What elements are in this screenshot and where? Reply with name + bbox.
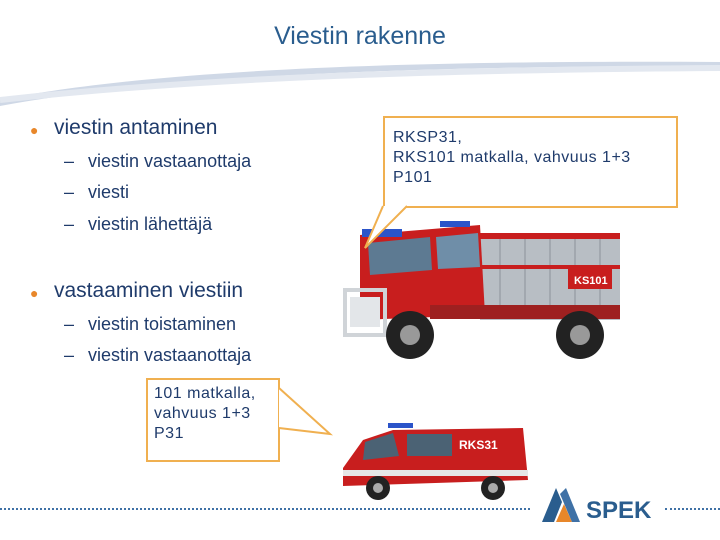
sub-bullet-text: viestin vastaanottaja: [88, 345, 252, 365]
rescue-van-image: [333, 418, 533, 503]
truck-unit-label: KS101: [574, 275, 608, 287]
dash-icon: –: [64, 314, 75, 334]
sub-bullet-text: viestin lähettäjä: [88, 214, 213, 234]
callout-line: RKSP31,: [393, 129, 463, 146]
logo-text: SPEK: [586, 497, 652, 524]
dash-icon: –: [64, 182, 75, 202]
sub-bullet-text: viestin vastaanottaja: [88, 151, 252, 171]
callout-top: [383, 116, 678, 208]
bullet-text: viestin antaminen: [54, 116, 218, 139]
slide-title: Viestin rakenne: [274, 22, 446, 50]
sub-bullet-text: viesti: [88, 182, 130, 202]
callout-line: RKS101 matkalla, vahvuus 1+3: [393, 149, 631, 166]
footer-divider-right: [665, 508, 720, 510]
callout-bottom: [146, 378, 280, 462]
van-unit-label: RKS31: [459, 438, 498, 452]
spek-logo: [540, 478, 660, 528]
header-swoosh: [0, 0, 720, 110]
callout-top-pointer: [360, 200, 420, 260]
callout-line: 101 matkalla,: [154, 385, 256, 402]
sub-bullet-text: viestin toistaminen: [88, 314, 237, 334]
callout-bottom-pointer: [272, 380, 342, 460]
bullet-text: vastaaminen viestiin: [54, 279, 244, 302]
bullet-dot-icon: ●: [30, 285, 39, 301]
footer-divider: [0, 508, 530, 510]
callout-line: vahvuus 1+3: [154, 405, 251, 422]
bullet-dot-icon: ●: [30, 122, 39, 138]
dash-icon: –: [64, 151, 75, 171]
dash-icon: –: [64, 345, 75, 365]
callout-line: P31: [154, 425, 184, 442]
dash-icon: –: [64, 214, 75, 234]
callout-line: P101: [393, 169, 433, 186]
